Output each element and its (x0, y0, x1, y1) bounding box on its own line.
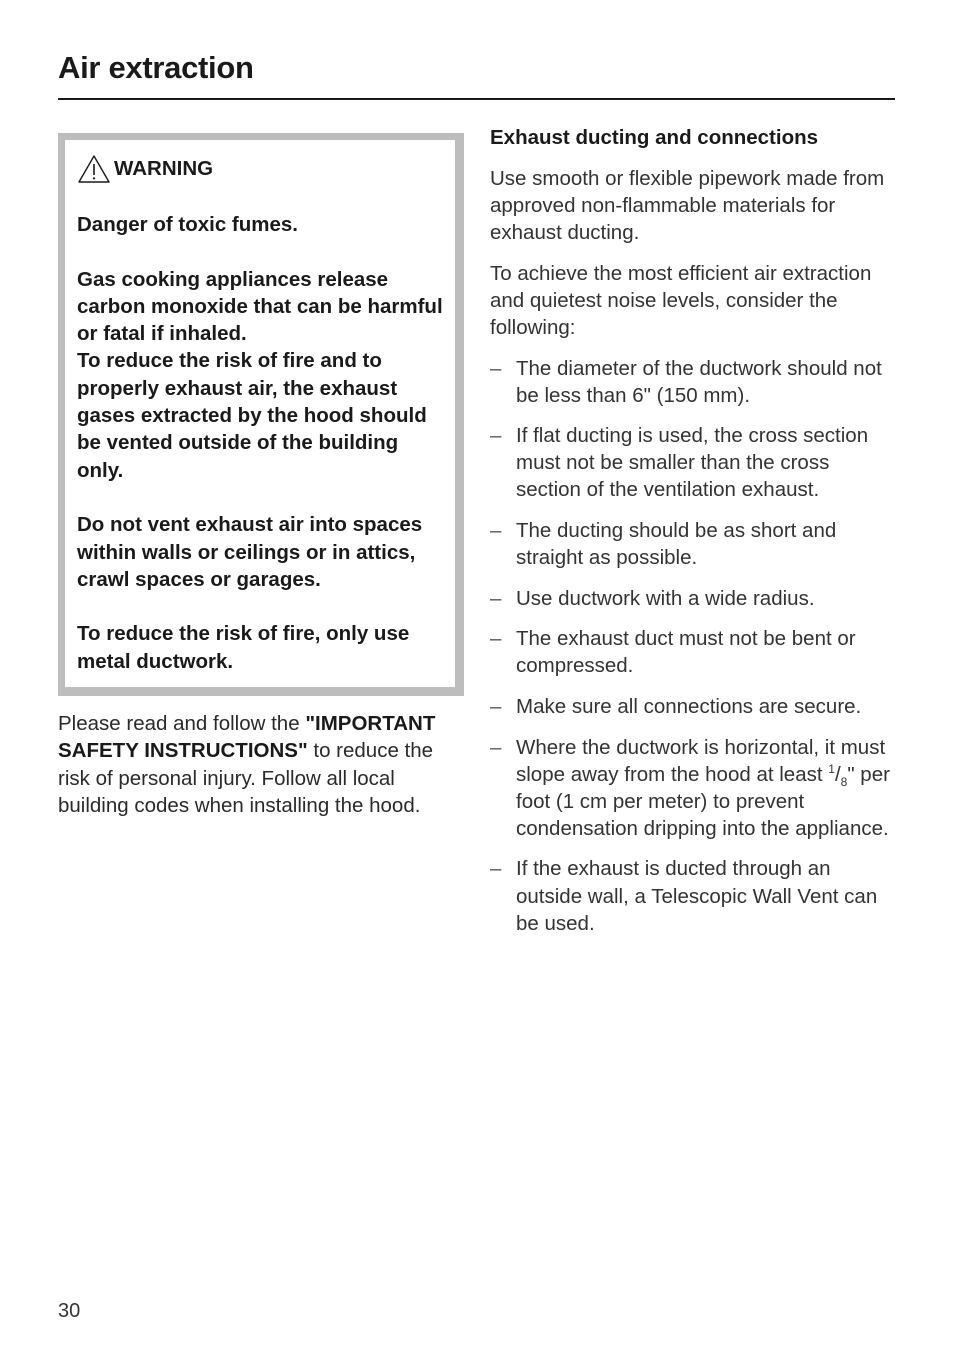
safety-instructions-reference: "IMPORTANT SAFETY INSTRUCTIONS" (58, 712, 436, 763)
body-paragraph: Use smooth or flexible pipework made from approved non-flammable materials for exhaust ducting. (490, 167, 885, 245)
warning-triangle-icon (77, 154, 111, 184)
list-item (490, 693, 895, 720)
list-item-text: Make sure all connections are secure. (516, 695, 862, 718)
slope-text: Where the ductwork is horizontal, it must slope away from the hood at least (516, 735, 886, 786)
list-item-text: If the exhaust is ducted through an outside wall, a Telescopic Wall Vent can be used. (516, 857, 878, 935)
note-text: Please read and follow the (58, 712, 300, 736)
list-item (490, 734, 895, 842)
fraction-denominator: 8 (840, 774, 848, 789)
list-item-text: The diameter of the ductwork should not be less than 6" (150 mm). (516, 356, 882, 407)
warning-paragraph: Gas cooking appliances release carbon monoxide that can be harmful or fatal if inhaled. (77, 267, 443, 346)
warning-paragraph: To reduce the risk of fire, only use metal ductwork. (77, 622, 410, 673)
warning-label: WARNING (114, 157, 214, 181)
bullet-dash: – (490, 356, 502, 380)
fraction-slash: / (834, 762, 841, 786)
bullet-dash: – (490, 857, 502, 881)
list-item (490, 855, 895, 936)
bullet-dash: – (490, 424, 502, 448)
page-title: Air extraction (58, 50, 254, 85)
slope-text: " per foot (1 cm per meter) to prevent condensation dripping into the appliance. (516, 762, 890, 840)
list-item-text: The exhaust duct must not be bent or compressed. (516, 627, 856, 678)
list-item (490, 517, 895, 571)
bullet-dash: – (490, 735, 502, 759)
list-item (490, 585, 895, 612)
bullet-dash: – (490, 695, 502, 718)
warning-paragraph: Do not vent exhaust air into spaces within walls or ceilings or in attics, crawl spaces or garages. (77, 513, 423, 591)
bullet-dash: – (490, 586, 502, 610)
list-item-text: The ducting should be as short and straight as possible. (516, 519, 837, 570)
fraction-numerator: 1 (828, 761, 835, 776)
list-item (490, 422, 895, 503)
warning-header (77, 154, 445, 184)
safety-note (58, 710, 464, 819)
list-item-text: If flat ducting is used, the cross section must not be smaller than the cross section of the ventilation exhaust. (516, 424, 869, 502)
body-paragraph: To achieve the most efficient air extraction and quietest noise levels, consider the following: (490, 261, 872, 339)
list-item-text (516, 736, 890, 840)
warning-content (65, 140, 455, 687)
warning-paragraph: To reduce the risk of fire and to properly exhaust air, the exhaust gases extracted by the hood should be vented outside of the building only. (77, 349, 427, 482)
right-column (490, 124, 895, 950)
list-item (490, 355, 895, 409)
list-item (490, 625, 895, 679)
warning-paragraph: Danger of toxic fumes. (77, 213, 298, 236)
list-item-text: Use ductwork with a wide radius. (516, 586, 815, 610)
left-column (58, 133, 464, 819)
bullet-dash: – (490, 627, 502, 651)
warning-box (58, 133, 464, 696)
bullet-dash: – (490, 519, 502, 543)
page-number: 30 (58, 1300, 81, 1322)
note-text: to reduce the risk of personal injury. Follow all local building codes when installing the hood. (58, 739, 434, 817)
section-heading: Exhaust ducting and connections (490, 126, 819, 149)
ducting-list (490, 355, 895, 937)
title-divider (58, 98, 895, 100)
